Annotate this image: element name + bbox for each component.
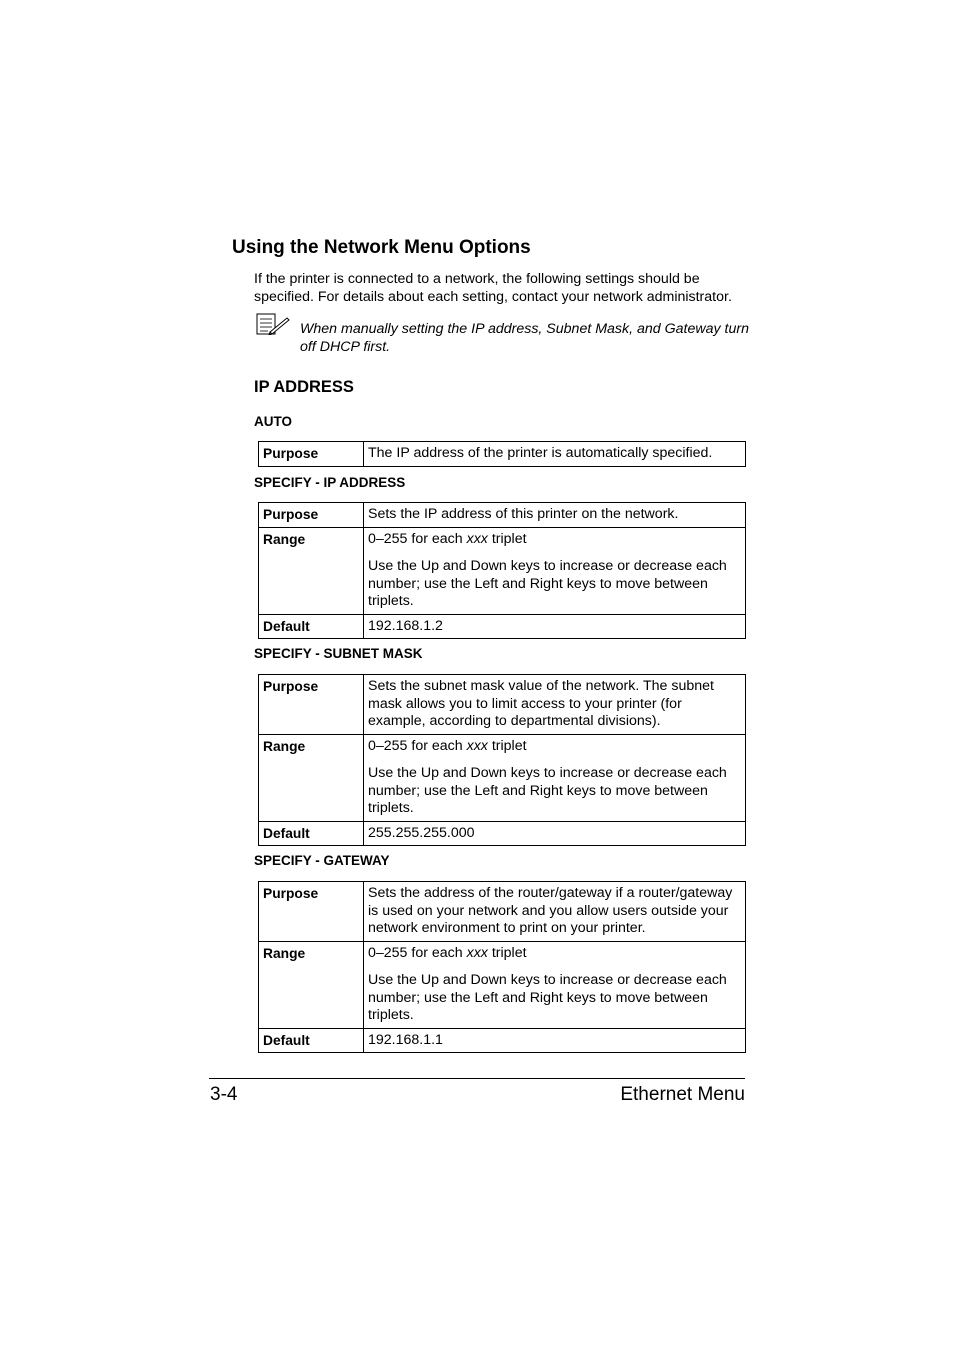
range-value	[364, 941, 746, 1028]
default-value: 192.168.1.2	[364, 614, 746, 639]
table-row	[259, 442, 746, 467]
auto-table	[258, 441, 746, 467]
subnet-table	[258, 674, 746, 846]
purpose-label: Purpose	[259, 675, 364, 735]
purpose-label: Purpose	[259, 882, 364, 942]
table-row	[259, 527, 746, 614]
range-var: xxx	[466, 737, 488, 754]
chapter-title: Ethernet Menu	[620, 1084, 745, 1105]
table-row	[259, 503, 746, 528]
intro-text: If the printer is connected to a network, the following settings should be specified. For details about each setting, contact your network administrator.	[254, 271, 732, 305]
footer-divider	[209, 1078, 745, 1079]
table-row	[259, 675, 746, 735]
purpose-value: Sets the subnet mask value of the network. The subnet mask allows you to limit access to your printer (for example, according to departmental divisions).	[364, 675, 746, 735]
default-value: 192.168.1.1	[364, 1028, 746, 1053]
table-row	[259, 941, 746, 1028]
range-post: triplet	[487, 737, 527, 754]
page-number: 3-4	[210, 1084, 238, 1105]
subnet-title: SPECIFY - SUBNET MASK	[254, 646, 423, 661]
table-row	[259, 1028, 746, 1053]
default-label: Default	[259, 821, 364, 846]
range-value	[364, 734, 746, 821]
table-row	[259, 614, 746, 639]
range-pre: 0–255 for each	[368, 737, 467, 754]
range-desc: Use the Up and Down keys to increase or decrease each number; use the Left and Right keys to move between triplets.	[368, 765, 727, 816]
ip-table	[258, 502, 746, 639]
subsection-title: IP ADDRESS	[254, 378, 354, 396]
note-pencil-icon	[256, 313, 290, 335]
range-label: Range	[259, 941, 364, 1028]
section-title: Using the Network Menu Options	[232, 237, 531, 258]
purpose-value: Sets the IP address of this printer on the network.	[364, 503, 746, 528]
range-pre: 0–255 for each	[368, 530, 467, 547]
range-label: Range	[259, 734, 364, 821]
range-desc: Use the Up and Down keys to increase or decrease each number; use the Left and Right keys to move between triplets.	[368, 972, 727, 1023]
range-pre: 0–255 for each	[368, 944, 467, 961]
table-row	[259, 734, 746, 821]
purpose-label: Purpose	[259, 442, 364, 467]
table-row	[259, 821, 746, 846]
table-row	[259, 882, 746, 942]
range-desc: Use the Up and Down keys to increase or decrease each number; use the Left and Right keys to move between triplets.	[368, 558, 727, 609]
default-label: Default	[259, 614, 364, 639]
range-label: Range	[259, 527, 364, 614]
note-text: When manually setting the IP address, Subnet Mask, and Gateway turn off DHCP first.	[300, 321, 749, 355]
range-post: triplet	[487, 530, 527, 547]
range-var: xxx	[466, 944, 488, 961]
purpose-value: Sets the address of the router/gateway if a router/gateway is used on your network and you allow users outside your network environment to print on your printer.	[364, 882, 746, 942]
gateway-table	[258, 881, 746, 1053]
ip-title: SPECIFY - IP ADDRESS	[254, 475, 406, 490]
range-var: xxx	[466, 530, 488, 547]
default-value: 255.255.255.000	[364, 821, 746, 846]
range-value	[364, 527, 746, 614]
auto-title: AUTO	[254, 414, 293, 429]
default-label: Default	[259, 1028, 364, 1053]
purpose-value: The IP address of the printer is automatically specified.	[364, 442, 746, 467]
gateway-title: SPECIFY - GATEWAY	[254, 853, 390, 868]
range-post: triplet	[487, 944, 527, 961]
purpose-label: Purpose	[259, 503, 364, 528]
